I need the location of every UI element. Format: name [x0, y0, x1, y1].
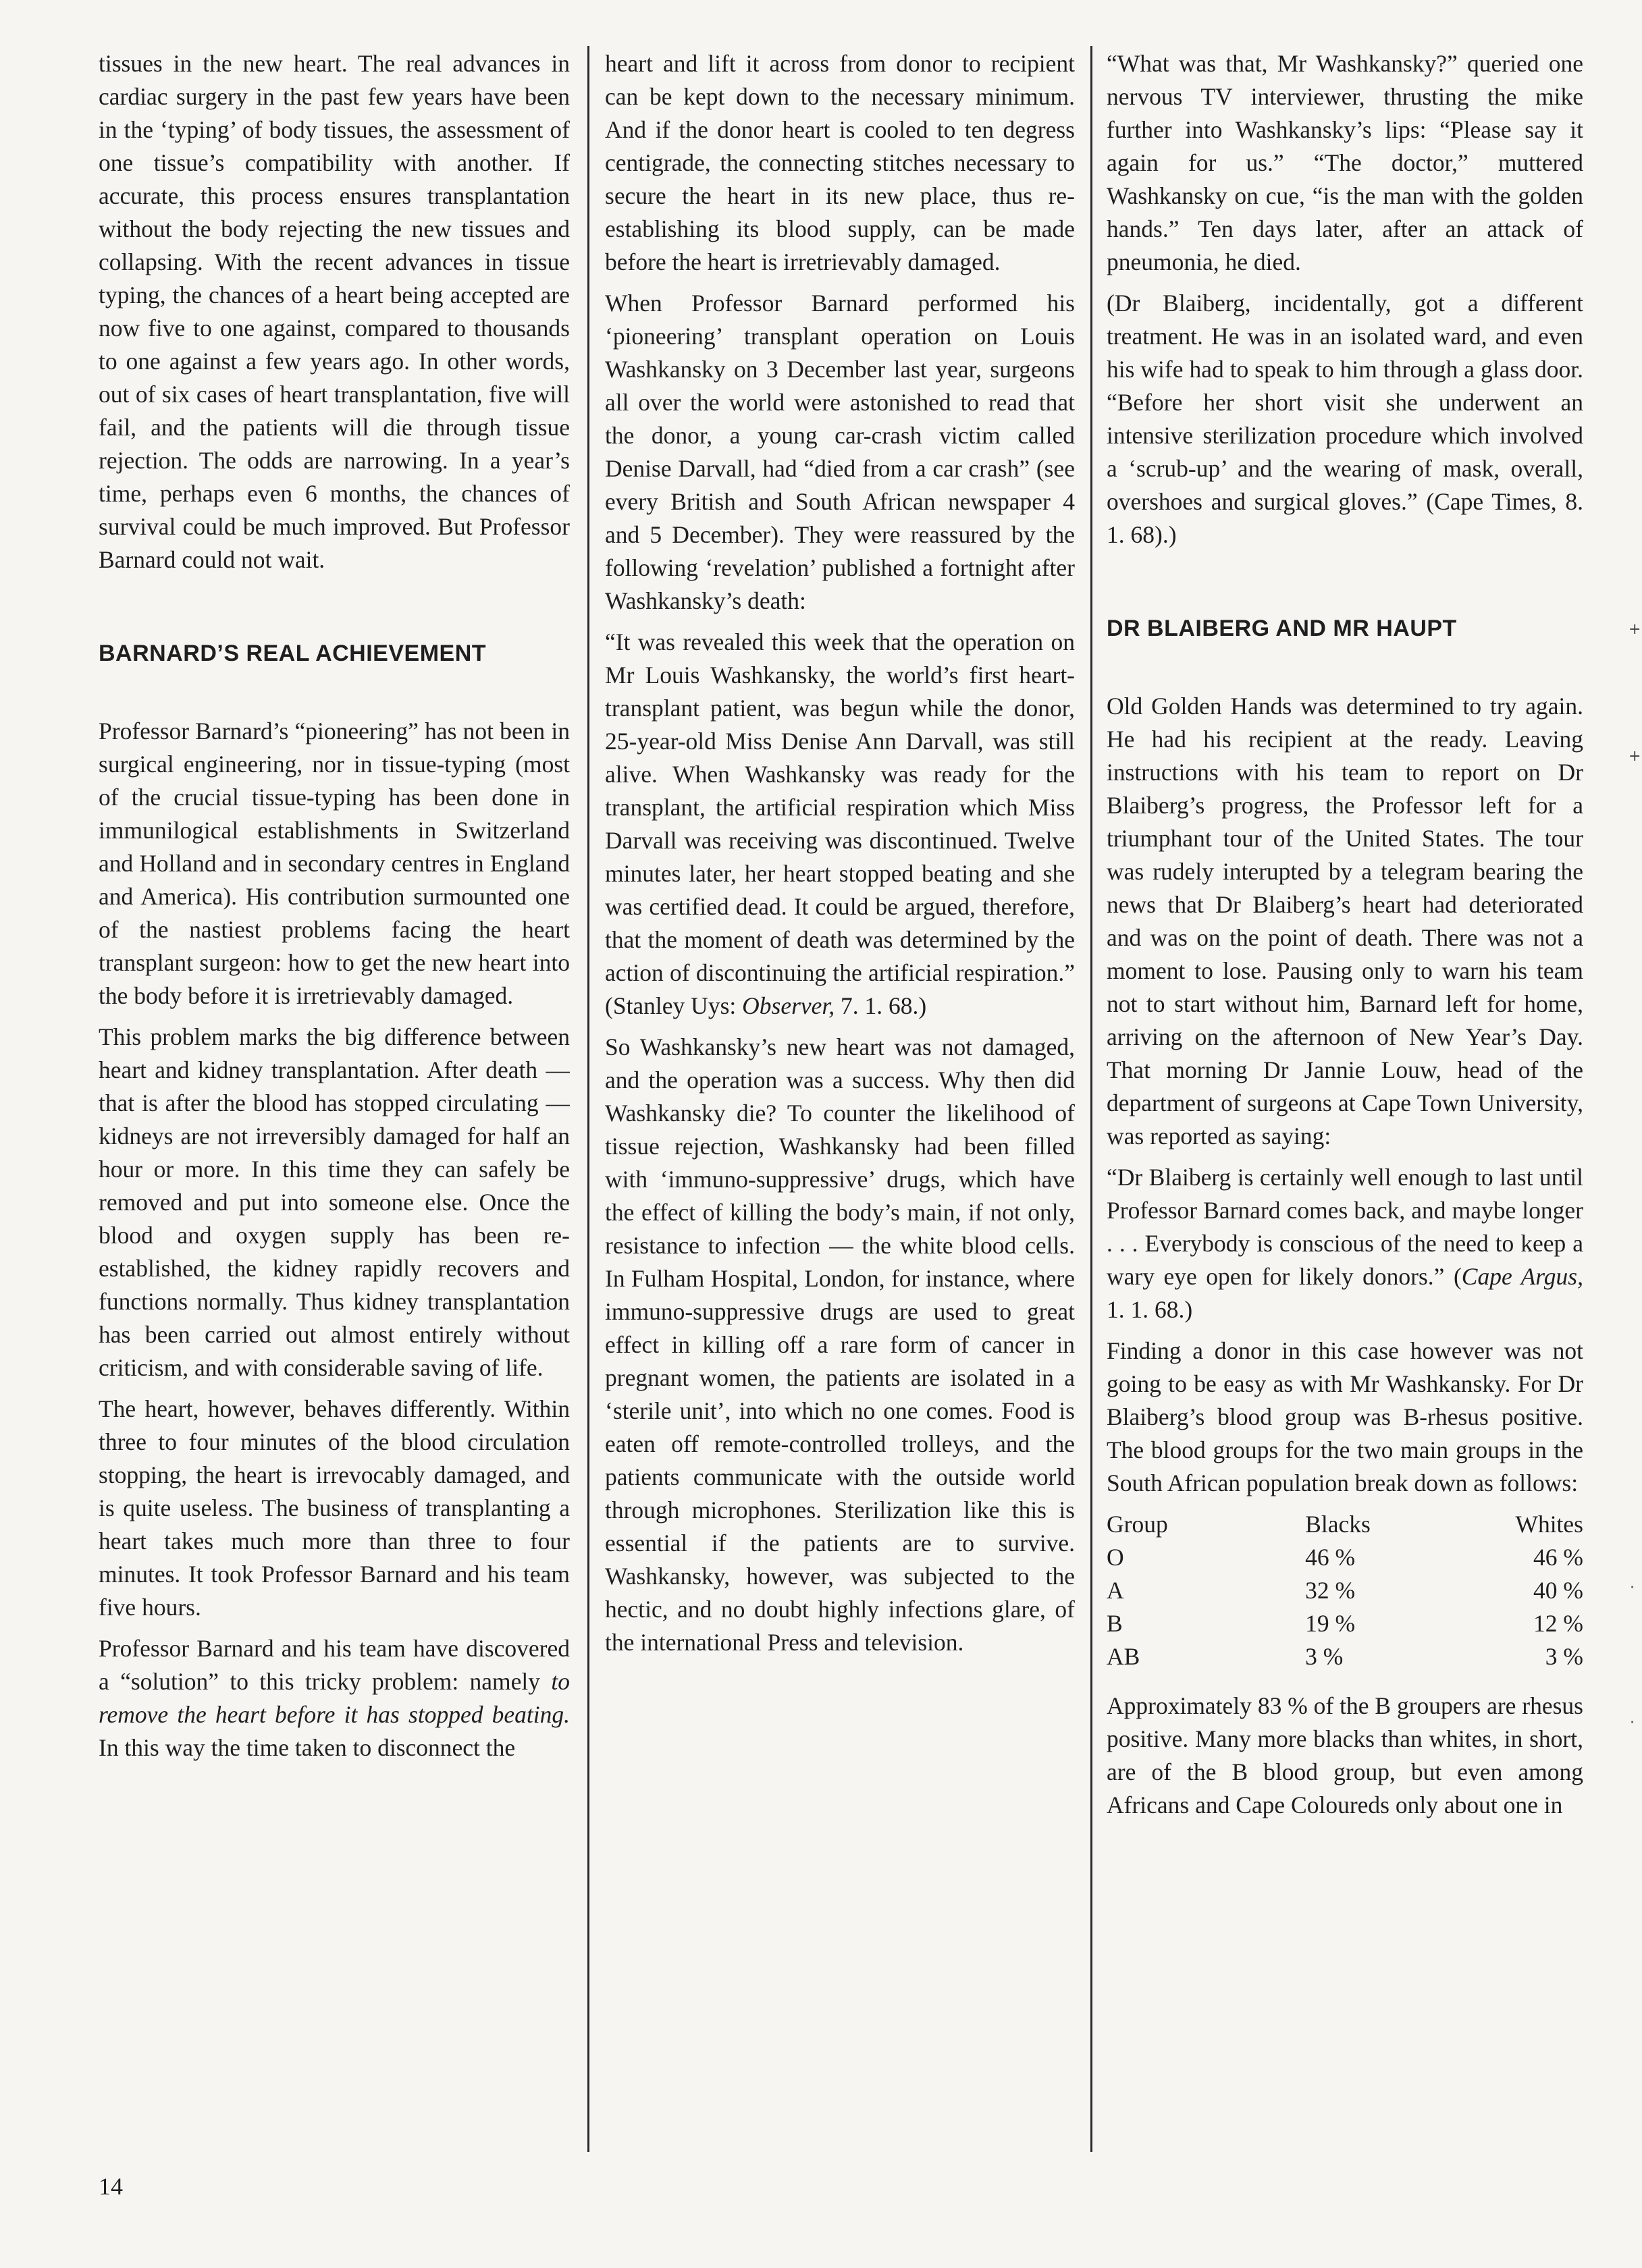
margin-mark: + [1628, 748, 1641, 765]
table-cell: 46 % [1533, 1544, 1583, 1571]
table-header-row [1107, 1508, 1583, 1541]
margin-mark: · [1630, 1714, 1635, 1731]
text-run: 1. 1. 68.) [1107, 1296, 1193, 1323]
quote-paragraph [1107, 1161, 1583, 1326]
spacer [1107, 560, 1583, 612]
table-cell: 32 % [1305, 1577, 1356, 1604]
text-column-2 [605, 47, 1075, 2140]
table-cell: AB [1107, 1643, 1140, 1670]
paragraph: Approximately 83 % of the B groupers are rhesus positive. Many more blacks than whites, in short, are of the B blood group, but even among Africans and Cape Coloureds only about one in [1107, 1692, 1583, 1818]
paragraph: Professor Barnard’s “pioneering” has not been in surgical engineering, nor in tissue-typing (most of the crucial tissue-typing has been done in immunilogical establishments in Switzerland and Holland and in secondary centres in England and America). His contribution surmounted one of the nastiest problems facing the heart transplant surgeon: how to get the new heart into the body before it is irretrievably damaged. [99, 718, 570, 1009]
page-number: 14 [99, 2173, 123, 2200]
column-divider [1090, 46, 1092, 2152]
text-run: 7. 1. 68.) [835, 992, 927, 1019]
table-cell: 3 % [1305, 1643, 1344, 1670]
table-header: Blacks [1305, 1511, 1371, 1538]
table-cell: A [1107, 1577, 1124, 1604]
spacer [99, 585, 570, 637]
table-row [1107, 1607, 1583, 1640]
paragraph: Finding a donor in this case however was not going to be easy as with Mr Washkansky. For Dr Blaiberg’s blood group was B-rhesus positive. The blood groups for the two main groups in the South African population break down as follows: [1107, 1337, 1583, 1496]
paragraph: This problem marks the big difference between heart and kidney transplantation. After death — that is after the blood has stopped circulating — kidneys are not irreversibly damaged for half an hour or more. In this time they can safely be removed and put into someone else. Once the blood and oxygen supply has been re-established, the kidney rapidly recovers and functions normally. Thus kidney transplantation has been carried out almost entirely without criticism, and with considerable saving of life. [99, 1023, 570, 1381]
text-run: Professor Barnard and his team have discovered a “solution” to this tricky problem: namely [99, 1635, 570, 1695]
emphasis-text: Observer, [742, 992, 835, 1019]
blood-group-table [1107, 1508, 1583, 1673]
margin-mark: + [1628, 621, 1641, 638]
table-row [1107, 1574, 1583, 1607]
quote-paragraph [605, 626, 1075, 1023]
spacer [99, 670, 570, 715]
table-cell: 46 % [1305, 1544, 1356, 1571]
section-heading: DR BLAIBERG AND MR HAUPT [1107, 616, 1457, 641]
paragraph [99, 1632, 570, 1764]
paragraph: tissues in the new heart. The real advances in cardiac surgery in the past few years have been in the ‘typing’ of body tissues, the assessment of one tissue’s compatibility with another. If accurate, this process ensures transplantation without the body rejecting the new tissues and collapsing. With the recent advances in tissue typing, the chances of a heart being accepted are now five to one against, compared to thousands to one against a few years ago. In other words, out of six cases of heart transplantation, five will fail, and the patients will die through tissue rejection. The odds are narrowing. In a year’s time, perhaps even 6 months, the chances of survival could be much improved. But Professor Barnard could not wait. [99, 50, 570, 573]
spacer [1107, 645, 1583, 690]
paragraph: heart and lift it across from donor to recipient can be kept down to the necessary minimum. And if the donor heart is cooled to ten degress centigrade, the connecting stitches necessary to secure the heart in its new place, thus re-establishing its blood supply, can be made before the heart is irretrievably damaged. [605, 50, 1075, 275]
section-heading: BARNARD’S REAL ACHIEVEMENT [99, 641, 487, 666]
table-cell: 3 % [1545, 1643, 1583, 1670]
paragraph: So Washkansky’s new heart was not damaged, and the operation was a success. Why then did Washkansky die? To counter the likelihood of tissue rejection, Washkansky had been filled with ‘immuno-suppressive’ drugs, which have the effect of killing the body’s main, if not only, resistance to infection — the white blood cells. In Fulham Hospital, London, for instance, where immuno-suppressive drugs are used to great effect in killing off a rare form of cancer in pregnant women, the patients are isolated in a ‘sterile unit’, into which no one comes. Food is eaten off remote-controlled trolleys, and the patients communicate with the outside world through microphones. Sterilization like this is essential if the patients are to survive. Washkansky, however, was subjected to the hectic, and no doubt highly infections glare, of the international Press and television. [605, 1033, 1075, 1656]
table-cell: B [1107, 1610, 1123, 1637]
text-run: “It was revealed this week that the operation on Mr Louis Washkansky, the world’s first heart-transplant patient, was begun while the donor, 25-year-old Miss Denise Ann Darvall, was still alive. When Washkansky was ready for the transplant, the artificial respiration which Miss Darvall was receiving was discontinued. Twelve minutes later, her heart stopped beating and she was certified dead. It could be argued, therefore, that the moment of death was determined by the action of discontinuing the artificial respiration.” (Stanley Uys: [605, 628, 1075, 1019]
emphasis-text: Cape Argus, [1461, 1263, 1583, 1290]
margin-mark: · [1630, 1580, 1635, 1596]
emphasis-text: to remove the heart before it has stopped beating. [99, 1668, 570, 1728]
table-header: Group [1107, 1511, 1168, 1538]
table-cell: 19 % [1305, 1610, 1356, 1637]
table-cell: 12 % [1533, 1610, 1583, 1637]
paragraph: Old Golden Hands was determined to try again. He had his recipient at the ready. Leaving instructions with his team to report on Dr Blaiberg’s progress, the Professor left for a triumphant tour of the United States. The tour was rudely interupted by a telegram bearing the news that Dr Blaiberg’s heart had deteriorated and was on the point of death. There was not a moment to lose. Pausing only to warn his team not to start without him, Barnard left for home, arriving on the afternoon of New Year’s Day. That morning Dr Jannie Louw, head of the department of surgeons at Cape Town University, was reported as saying: [1107, 693, 1583, 1150]
text-run: In this way the time taken to disconnect the [99, 1734, 516, 1761]
table-cell: 40 % [1533, 1577, 1583, 1604]
paragraph: The heart, however, behaves differently. Within three to four minutes of the blood circulation stopping, the heart is irrevocably damaged, and is quite useless. The business of transplanting a heart takes much more than three to four minutes. It took Professor Barnard and his team five hours. [99, 1395, 570, 1621]
table-row [1107, 1541, 1583, 1574]
table-row [1107, 1640, 1583, 1673]
text-column-1 [99, 47, 570, 2140]
paragraph: When Professor Barnard performed his ‘pioneering’ transplant operation on Louis Washkansky on 3 December last year, surgeons all over the world were astonished to read that the donor, a young car-crash victim called Denise Darvall, had “died from a car crash” (see every British and South African newspaper 4 and 5 December). They were reassured by the following ‘revelation’ published a fortnight after Washkansky’s death: [605, 290, 1075, 614]
text-column-3 [1107, 47, 1583, 2140]
table-header: Whites [1515, 1511, 1583, 1538]
text-run: “Dr Blaiberg is certainly well enough to last until Professor Barnard comes back, and maybe longer . . . Everybody is conscious of the need to keep a wary eye open for likely donors.” ( [1107, 1164, 1583, 1290]
paragraph: “What was that, Mr Washkansky?” queried one nervous TV interviewer, thrusting the mike further into Washkansky’s lips: “Please say it again for us.” “The doctor,” muttered Washkansky on cue, “is the man with the golden hands.” Ten days later, after an attack of pneumonia, he died. [1107, 50, 1583, 275]
paragraph: (Dr Blaiberg, incidentally, got a different treatment. He was in an isolated ward, and even his wife had to speak to him through a glass door. “Before her short visit she underwent an intensive sterilization procedure which involved a ‘scrub-up’ and the wearing of mask, overall, overshoes and surgical gloves.” (Cape Times, 8. 1. 68).) [1107, 290, 1583, 548]
column-divider [587, 46, 589, 2152]
table-cell: O [1107, 1544, 1124, 1571]
